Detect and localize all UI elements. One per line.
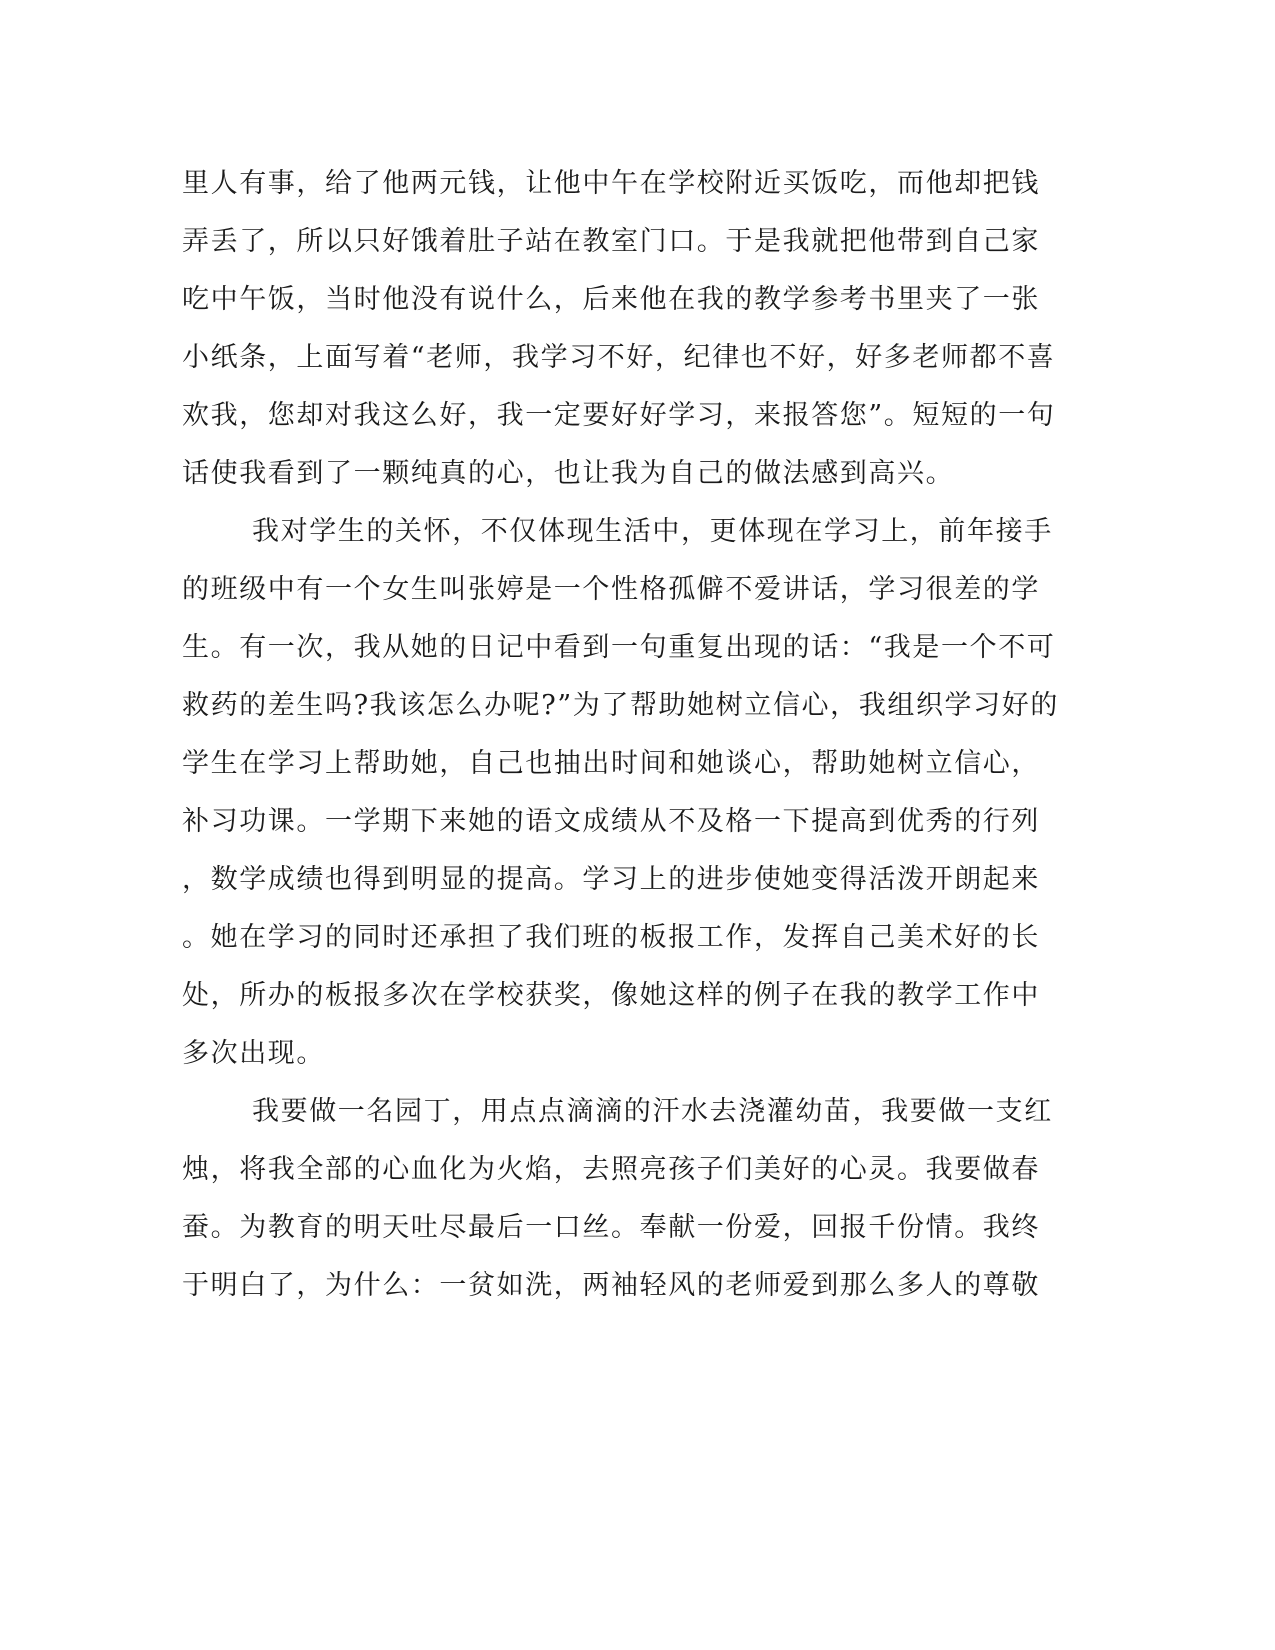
text-line: 小纸条，上面写着“老师，我学习不好，纪律也不好，好多老师都不喜 bbox=[182, 342, 1056, 373]
text-line: 的班级中有一个女生叫张婷是一个性格孤僻不爱讲话，学习很差的学 bbox=[182, 574, 1040, 605]
text-line: 救药的差生吗?我该怎么办呢?”为了帮助她树立信心，我组织学习好的 bbox=[182, 690, 1059, 721]
text-line: 蚕。为教育的明天吐尽最后一口丝。奉献一份爱，回报千份情。我终 bbox=[182, 1212, 1040, 1243]
text-line: 学生在学习上帮助她，自己也抽出时间和她谈心，帮助她树立信心， bbox=[182, 748, 1040, 779]
text-line: 于明白了，为什么：一贫如洗，两袖轻风的老师爱到那么多人的尊敬 bbox=[182, 1270, 1040, 1301]
text-line: 吃中午饭，当时他没有说什么，后来他在我的教学参考书里夹了一张 bbox=[182, 284, 1040, 315]
text-line: 处，所办的板报多次在学校获奖，像她这样的例子在我的教学工作中 bbox=[182, 980, 1040, 1011]
text-line: 烛，将我全部的心血化为火焰，去照亮孩子们美好的心灵。我要做春 bbox=[182, 1154, 1040, 1185]
text-line: 我要做一名园丁，用点点滴滴的汗水去浇灌幼苗，我要做一支红 bbox=[252, 1096, 1053, 1127]
text-line: 。她在学习的同时还承担了我们班的板报工作，发挥自己美术好的长 bbox=[182, 922, 1040, 953]
text-line: 里人有事，给了他两元钱，让他中午在学校附近买饭吃，而他却把钱 bbox=[182, 168, 1040, 199]
text-line: 我对学生的关怀，不仅体现生活中，更体现在学习上，前年接手 bbox=[252, 516, 1053, 547]
text-line: 欢我，您却对我这么好，我一定要好好学习，来报答您”。短短的一句 bbox=[182, 400, 1056, 431]
text-line: 多次出现。 bbox=[182, 1038, 325, 1069]
text-line: 话使我看到了一颗纯真的心，也让我为自己的做法感到高兴。 bbox=[182, 458, 955, 489]
text-line: ，数学成绩也得到明显的提高。学习上的进步使她变得活泼开朗起来 bbox=[182, 864, 1040, 895]
body-text bbox=[182, 155, 1059, 1315]
text-line: 生。有一次，我从她的日记中看到一句重复出现的话：“我是一个不可 bbox=[182, 632, 1056, 663]
text-line: 弄丢了，所以只好饿着肚子站在教室门口。于是我就把他带到自己家 bbox=[182, 226, 1040, 257]
text-line: 补习功课。一学期下来她的语文成绩从不及格一下提高到优秀的行列 bbox=[182, 806, 1040, 837]
